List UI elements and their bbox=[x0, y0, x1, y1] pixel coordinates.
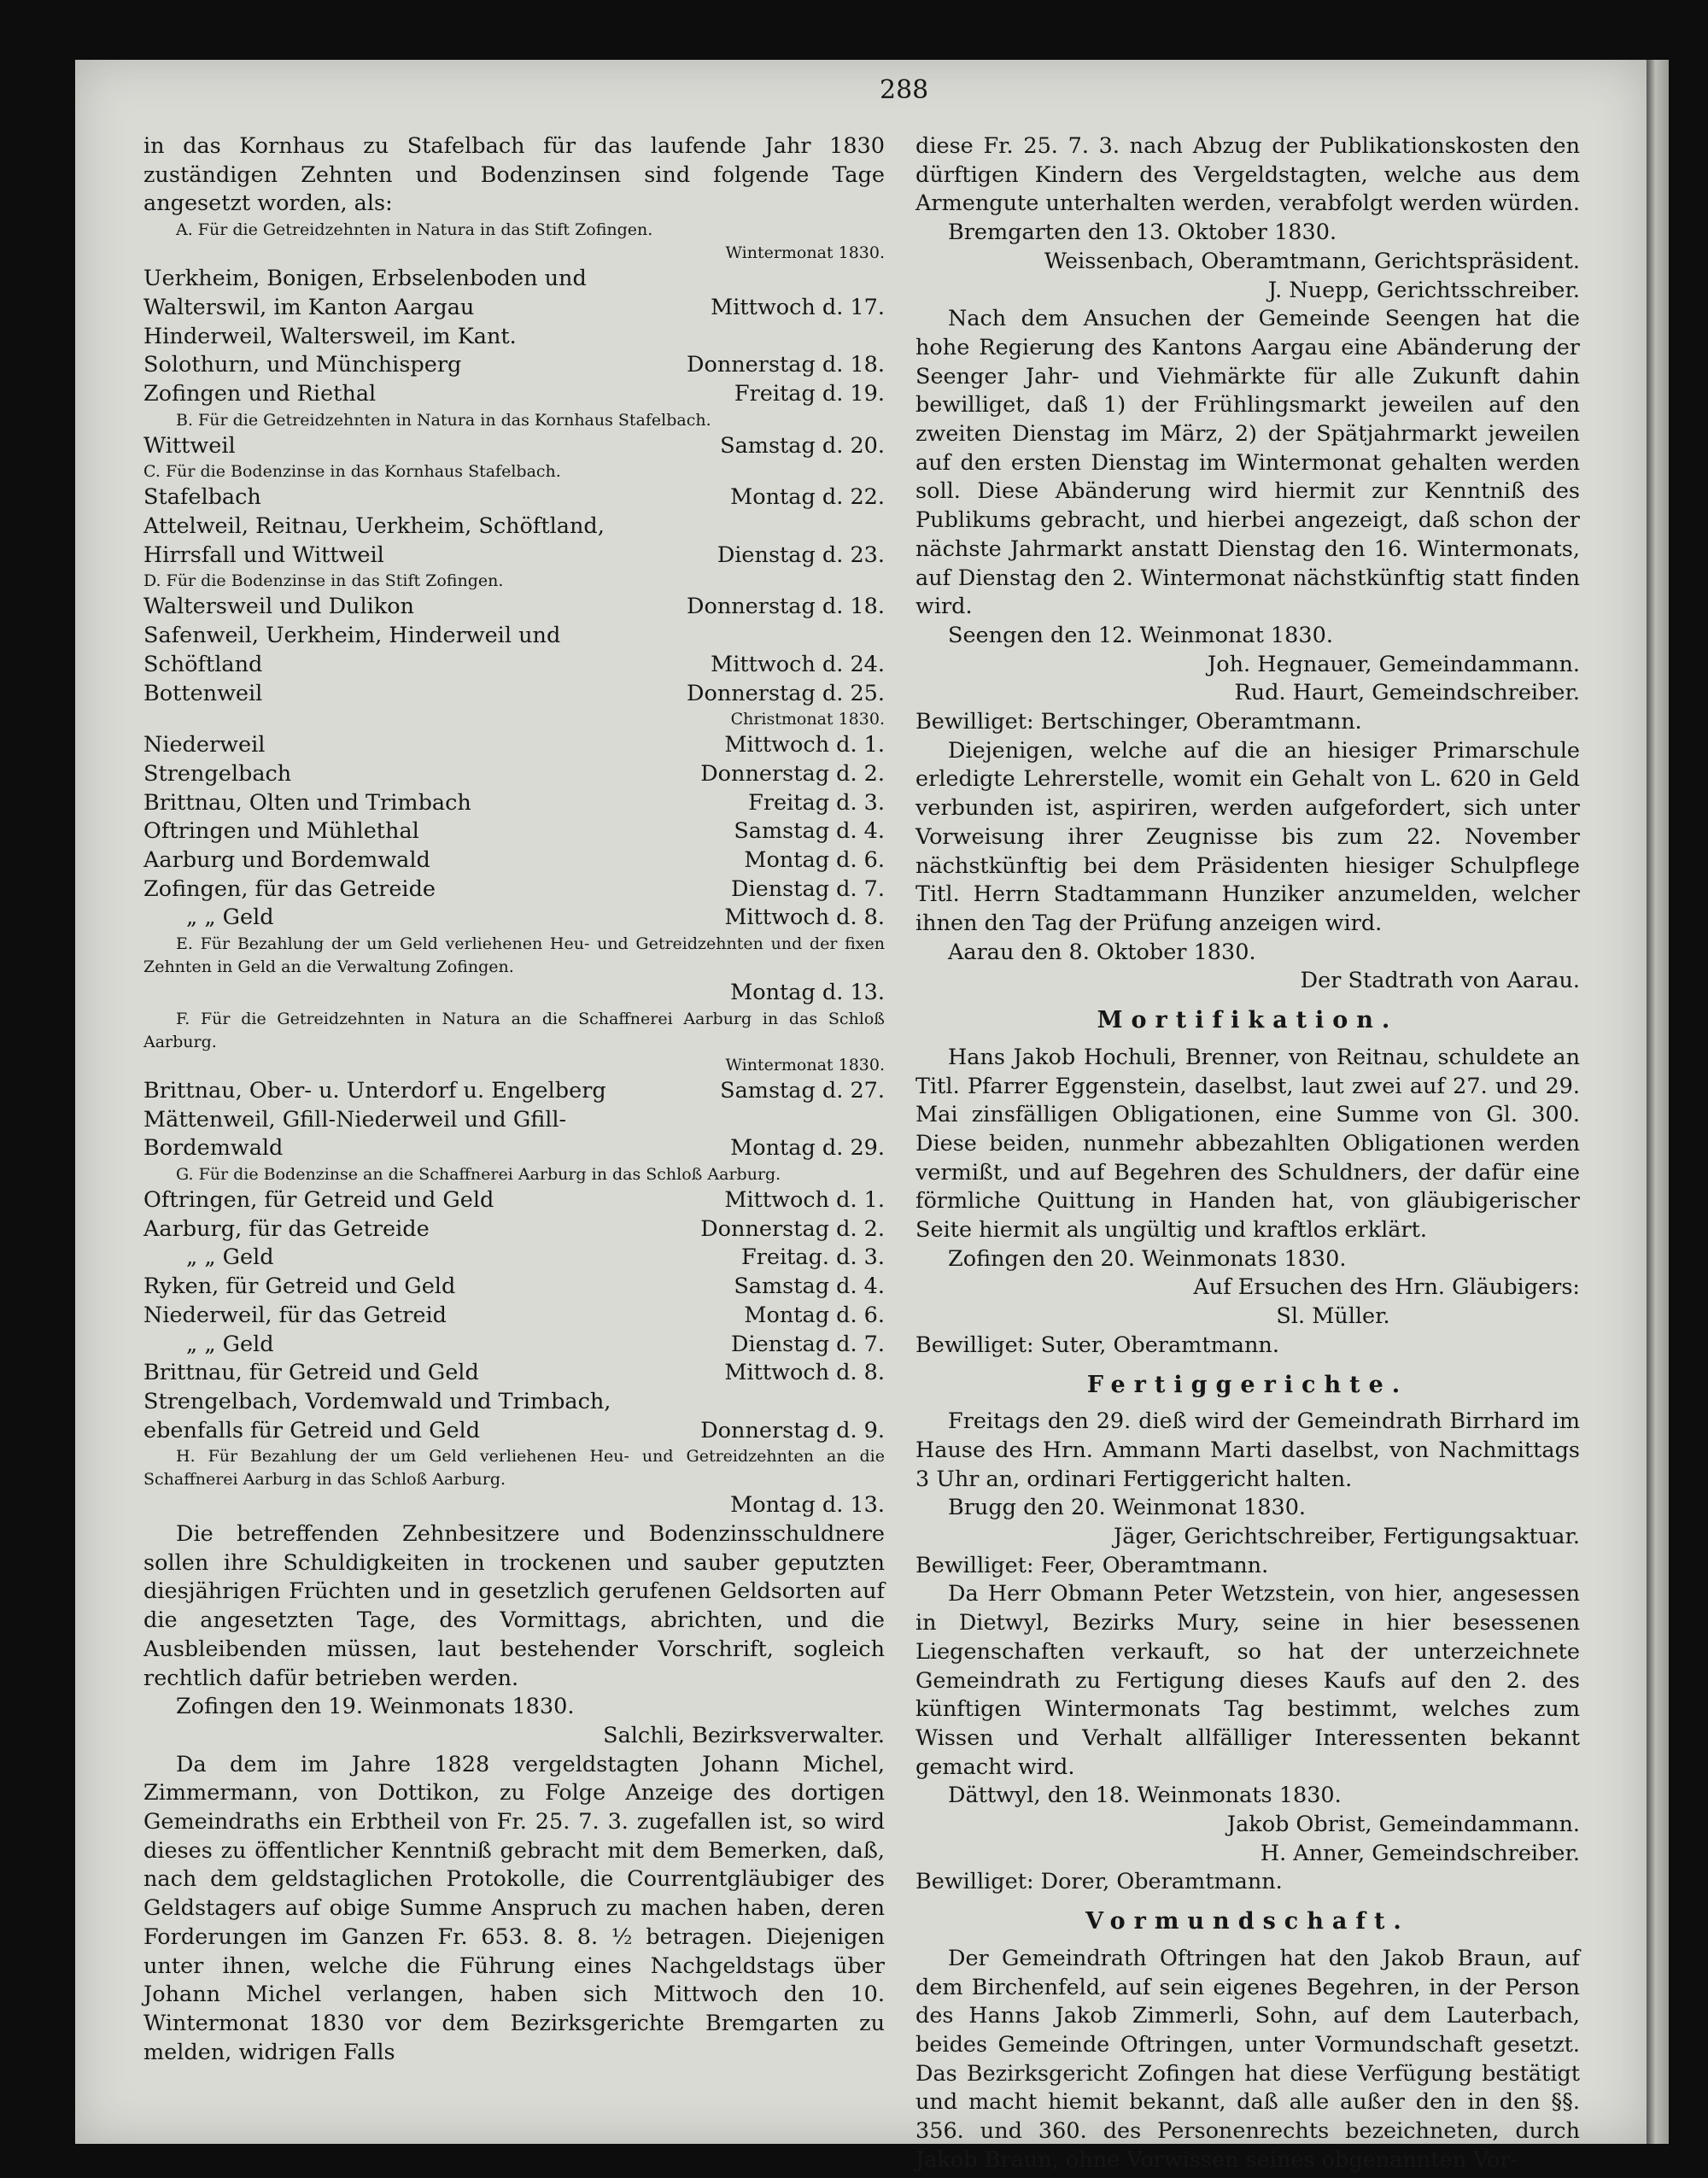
date-line: Dättwyl, den 18. Weinmonats 1830. bbox=[948, 1783, 1342, 1809]
section-c-heading: C. Für die Bodenzinse in das Kornhaus Stafelbach. bbox=[143, 462, 561, 482]
notice-paragraph: Da Herr Obmann Peter Wetzstein, von hier, angesessen in Dietwyl, Bezirks Mury, seine in hier besessenen Liegenschaften verkauft, so hat der unterzeichnete Gemeindrath zu Fertigung dieses Kaufs auf den 2. des künftigen Wintermonats Tag bestimmt, welches zum Wissen und Verhalt allfälliger Interessenten bekannt gemacht wird. bbox=[915, 1581, 1580, 1780]
schedule-row: „ „ Geld Dienstag d. 7. bbox=[186, 1331, 885, 1357]
schedule-day: Montag d. 13. bbox=[730, 1492, 885, 1519]
signature: Jakob Obrist, Gemeindammann. bbox=[1226, 1812, 1580, 1838]
schedule-row: Niederweil, für das Getreid Montag d. 6. bbox=[143, 1302, 885, 1328]
signature: Weissenbach, Oberamtmann, Gerichtspräsident. bbox=[1044, 248, 1580, 274]
section-g-heading: G. Für die Bodenzinse an die Schaffnerei Aarburg in das Schloß Aarburg. bbox=[176, 1164, 781, 1184]
date-line: Seengen den 12. Weinmonat 1830. bbox=[948, 622, 1333, 648]
notice-paragraph: diese Fr. 25. 7. 3. nach Abzug der Publikationskosten den dürftigen Kindern des Vergeldstagten, welche aus dem Armengute unterhalten werden, verabfolgt werden würden. bbox=[915, 133, 1580, 217]
signature: Salchli, Bezirksverwalter. bbox=[603, 1722, 885, 1748]
schedule-row: Aarburg, für das Getreide Donnerstag d. 2. bbox=[143, 1215, 885, 1242]
month-label: Wintermonat 1830. bbox=[725, 243, 885, 263]
page-edge bbox=[1647, 60, 1669, 2144]
section-heading: Vormundschaft. bbox=[1085, 1908, 1410, 1935]
section-f-heading: F. Für die Getreidzehnten in Natura an die Schaffnerei Aarburg in das Schloß Aarburg. bbox=[143, 1009, 885, 1051]
schedule-row: Brittnau, für Getreid und Geld Mittwoch d. 8. bbox=[143, 1360, 885, 1386]
schedule-row: Oftringen und Mühlethal Samstag d. 4. bbox=[143, 818, 885, 845]
left-column bbox=[143, 132, 885, 2067]
schedule-row: Uerkheim, Bonigen, Erbselenboden und Walterswil, im Kanton Aargau Mittwoch d. 17. bbox=[143, 266, 885, 320]
schedule-day: Montag d. 13. bbox=[730, 980, 885, 1006]
month-label: Wintermonat 1830. bbox=[725, 1055, 885, 1074]
signature: H. Anner, Gemeindschreiber. bbox=[1260, 1840, 1580, 1866]
schedule-row: Brittnau, Ober- u. Unterdorf u. Engelberg Samstag d. 27. bbox=[143, 1077, 885, 1104]
schedule-row: Strengelbach, Vordemwald und Trimbach, ebenfalls für Getreid und Geld Donnerstag d. 9. bbox=[143, 1388, 885, 1443]
signature: J. Nuepp, Gerichtsschreiber. bbox=[1267, 277, 1580, 303]
section-heading: Mortifikation. bbox=[1097, 1007, 1399, 1034]
date-line: Brugg den 20. Weinmonat 1830. bbox=[948, 1495, 1307, 1521]
signature: Jäger, Gerichtschreiber, Fertigungsaktuar. bbox=[1113, 1524, 1580, 1550]
schedule-row: Ryken, für Getreid und Geld Samstag d. 4. bbox=[143, 1273, 885, 1300]
notice-paragraph: Der Gemeindrath Oftringen hat den Jakob Braun, auf dem Birchenfeld, auf sein eigenes Begehren, in der Person des Hanns Jakob Zimmerli, Sohn, auf dem Lauterbach, beides Gemeinde Oftringen, unter Vormundschaft gesetzt. Das Bezirksgericht Zofingen hat diese Verfügung bestätigt und macht hiemit bekannt, daß alle außer den in den §§. 356. und 360. des Personenrechts bezeichneten, durch Jakob Braun, ohne Vorwissen seines obgenannten Vor- bbox=[915, 1945, 1580, 2173]
section-e-heading: E. Für Bezahlung der um Geld verliehenen Heu- und Getreidzehnten und der fixen Zehnten in Geld an die Verwaltung Zofingen. bbox=[143, 934, 885, 977]
date-line: Zofingen den 19. Weinmonats 1830. bbox=[176, 1694, 575, 1720]
section-h-heading: H. Für Bezahlung der um Geld verliehenen Heu- und Getreidzehnten an die Schaffnerei Aarburg in das Schloß Aarburg. bbox=[143, 1447, 885, 1490]
notice-paragraph: Da dem im Jahre 1828 vergeldstagten Johann Michel, Zimmermann, von Dottikon, zu Folge Anzeige des dortigen Gemeindraths ein Erbtheil von Fr. 25. 7. 3. zugefallen ist, so wird dieses zu öffentlicher Kenntniß gebracht mit dem Bemerken, daß, nach dem geldstaglichen Protokolle, die Courrentgläubiger des Geldstagers auf obige Summe Anspruch zu machen haben, deren Forderungen im Ganzen Fr. 653. 8. 8. ½ betragen. Diejenigen unter ihnen, welche die Führung eines Nachgeldstags über Johann Michel verlangen, haben sich Mittwoch den 10. Wintermonat 1830 vor dem Bezirksgerichte Bremgarten zu melden, widrigen Falls bbox=[143, 1751, 885, 2065]
schedule-row: Stafelbach Montag d. 22. bbox=[143, 484, 885, 511]
date-line: Bremgarten den 13. Oktober 1830. bbox=[948, 220, 1337, 246]
notice-paragraph: Nach dem Ansuchen der Gemeinde Seengen hat die hohe Regierung des Kantons Aargau eine Abänderung der Seenger Jahr- und Viehmärkte für alle Zukunft dahin bewilliget, daß 1) der Frühlingsmarkt jeweilen auf den zweiten Dienstag im März, 2) der Spätjahrmarkt jeweilen auf den ersten Dienstag im Wintermonat gehalten werden soll. Diese Abänderung wird hiermit zur Kenntniß des Publikums gebracht, und hierbei angezeigt, daß schon der nächste Jahrmarkt anstatt Dienstag den 16. Wintermonats, auf Dienstag den 2. Wintermonat nächstkünftig statt finden wird. bbox=[915, 306, 1580, 620]
approval-line: Bewilliget: Bertschinger, Oberamtmann. bbox=[915, 709, 1362, 735]
schedule-row: Safenweil, Uerkheim, Hinderweil und Schöftland Mittwoch d. 24. bbox=[143, 623, 885, 677]
schedule-row: Oftringen, für Getreid und Geld Mittwoch d. 1. bbox=[143, 1186, 885, 1213]
closing-paragraph: Die betreffenden Zehnbesitzere und Bodenzinsschuldnere sollen ihre Schuldigkeiten in trockenen und sauber geputzten diesjährigen Früchten und in gesetzlich gerufenen Geldsorten auf die angesetzten Tage, des Vormittags, abrichten, und die Ausbleibenden müssen, laut bestehender Vorschrift, sogleich rechtlich dafür betrieben werden. bbox=[143, 1521, 885, 1691]
schedule-row: „ „ Geld Freitag. d. 3. bbox=[186, 1244, 885, 1271]
schedule-row: Brittnau, Olten und Trimbach Freitag d. 3. bbox=[143, 789, 885, 816]
schedule-row: „ „ Geld Mittwoch d. 8. bbox=[186, 905, 885, 931]
schedule-row: Hinderweil, Waltersweil, im Kant. Solothurn, und Münchisperg Donnerstag d. 18. bbox=[143, 323, 885, 378]
signature: Rud. Haurt, Gemeindschreiber. bbox=[1234, 680, 1580, 706]
date-line: Aarau den 8. Oktober 1830. bbox=[948, 939, 1256, 965]
signature: Der Stadtrath von Aarau. bbox=[1300, 968, 1580, 994]
signature: Sl. Müller. bbox=[1276, 1303, 1390, 1330]
approval-line: Bewilliget: Dorer, Oberamtmann. bbox=[915, 1869, 1283, 1895]
notice-paragraph: Hans Jakob Hochuli, Brenner, von Reitnau, schuldete an Titl. Pfarrer Eggenstein, daselbst, laut zwei auf 27. und 29. Mai zinsfälligen Obligationen, eine Summe von Gl. 300. Diese beiden, nunmehr abbezahlten Obligationen werden vermißt, und auf Begehren des Schuldners, der dafür eine förmliche Quittung in Handen hat, von gläubigerischer Seite hiermit als ungültig und kraftlos erklärt. bbox=[915, 1044, 1580, 1244]
schedule-row: Attelweil, Reitnau, Uerkheim, Schöftland, Hirrsfall und Wittweil Dienstag d. 23. bbox=[143, 513, 885, 568]
section-heading: Fertiggerichte. bbox=[1086, 1371, 1409, 1398]
section-b-heading: B. Für die Getreidzehnten in Natura in das Kornhaus Stafelbach. bbox=[176, 410, 711, 430]
schedule-row: Aarburg und Bordemwald Montag d. 6. bbox=[143, 847, 885, 874]
notice-paragraph: Freitags den 29. dieß wird der Gemeindrath Birrhard im Hause des Hrn. Ammann Marti daselbst, von Nachmittags 3 Uhr an, ordinari Fertiggericht halten. bbox=[915, 1408, 1580, 1492]
schedule-row: Bottenweil Donnerstag d. 25. bbox=[143, 680, 885, 706]
signature: Auf Ersuchen des Hrn. Gläubigers: bbox=[1193, 1274, 1580, 1301]
signature: Joh. Hegnauer, Gemeindammann. bbox=[1208, 651, 1580, 677]
schedule-row: Niederweil Mittwoch d. 1. bbox=[143, 732, 885, 758]
approval-line: Bewilliget: Feer, Oberamtmann. bbox=[915, 1552, 1269, 1578]
date-line: Zofingen den 20. Weinmonats 1830. bbox=[948, 1245, 1347, 1272]
right-column bbox=[915, 132, 1580, 2175]
schedule-row: Waltersweil und Dulikon Donnerstag d. 18. bbox=[143, 594, 885, 620]
notice-paragraph: Diejenigen, welche auf die an hiesiger Primarschule erledigte Lehrerstelle, womit ein Gehalt von L. 620 in Geld verbunden ist, aspiriren, werden aufgefordert, sich unter Vorweisung ihrer Zeugnisse bis zum 22. November nächstkünftig bei dem Präsidenten hiesiger Schulpflege Titl. Herrn Stadtammann Hunziker anzumelden, welcher ihnen den Tag der Prüfung anzeigen wird. bbox=[915, 737, 1580, 936]
schedule-row: Wittweil Samstag d. 20. bbox=[143, 432, 885, 459]
schedule-row: Strengelbach Donnerstag d. 2. bbox=[143, 760, 885, 787]
intro-text: in das Kornhaus zu Stafelbach für das laufende Jahr 1830 zuständigen Zehnten und Bodenzinsen sind folgende Tage angesetzt worden, als: bbox=[143, 133, 885, 217]
schedule-row: Zofingen, für das Getreide Dienstag d. 7. bbox=[143, 875, 885, 902]
section-a-heading: A. Für die Getreidzehnten in Natura in das Stift Zofingen. bbox=[176, 220, 653, 240]
approval-line: Bewilliget: Suter, Oberamtmann. bbox=[915, 1332, 1279, 1358]
page-number: 288 bbox=[880, 75, 929, 105]
schedule-row: Mättenweil, Gfill-Niederweil und Gfill-Bordemwald Montag d. 29. bbox=[143, 1106, 885, 1162]
month-label: Christmonat 1830. bbox=[730, 710, 885, 729]
section-d-heading: D. Für die Bodenzinse in das Stift Zofingen. bbox=[143, 571, 504, 591]
schedule-row: Zofingen und Riethal Freitag d. 19. bbox=[143, 380, 885, 407]
